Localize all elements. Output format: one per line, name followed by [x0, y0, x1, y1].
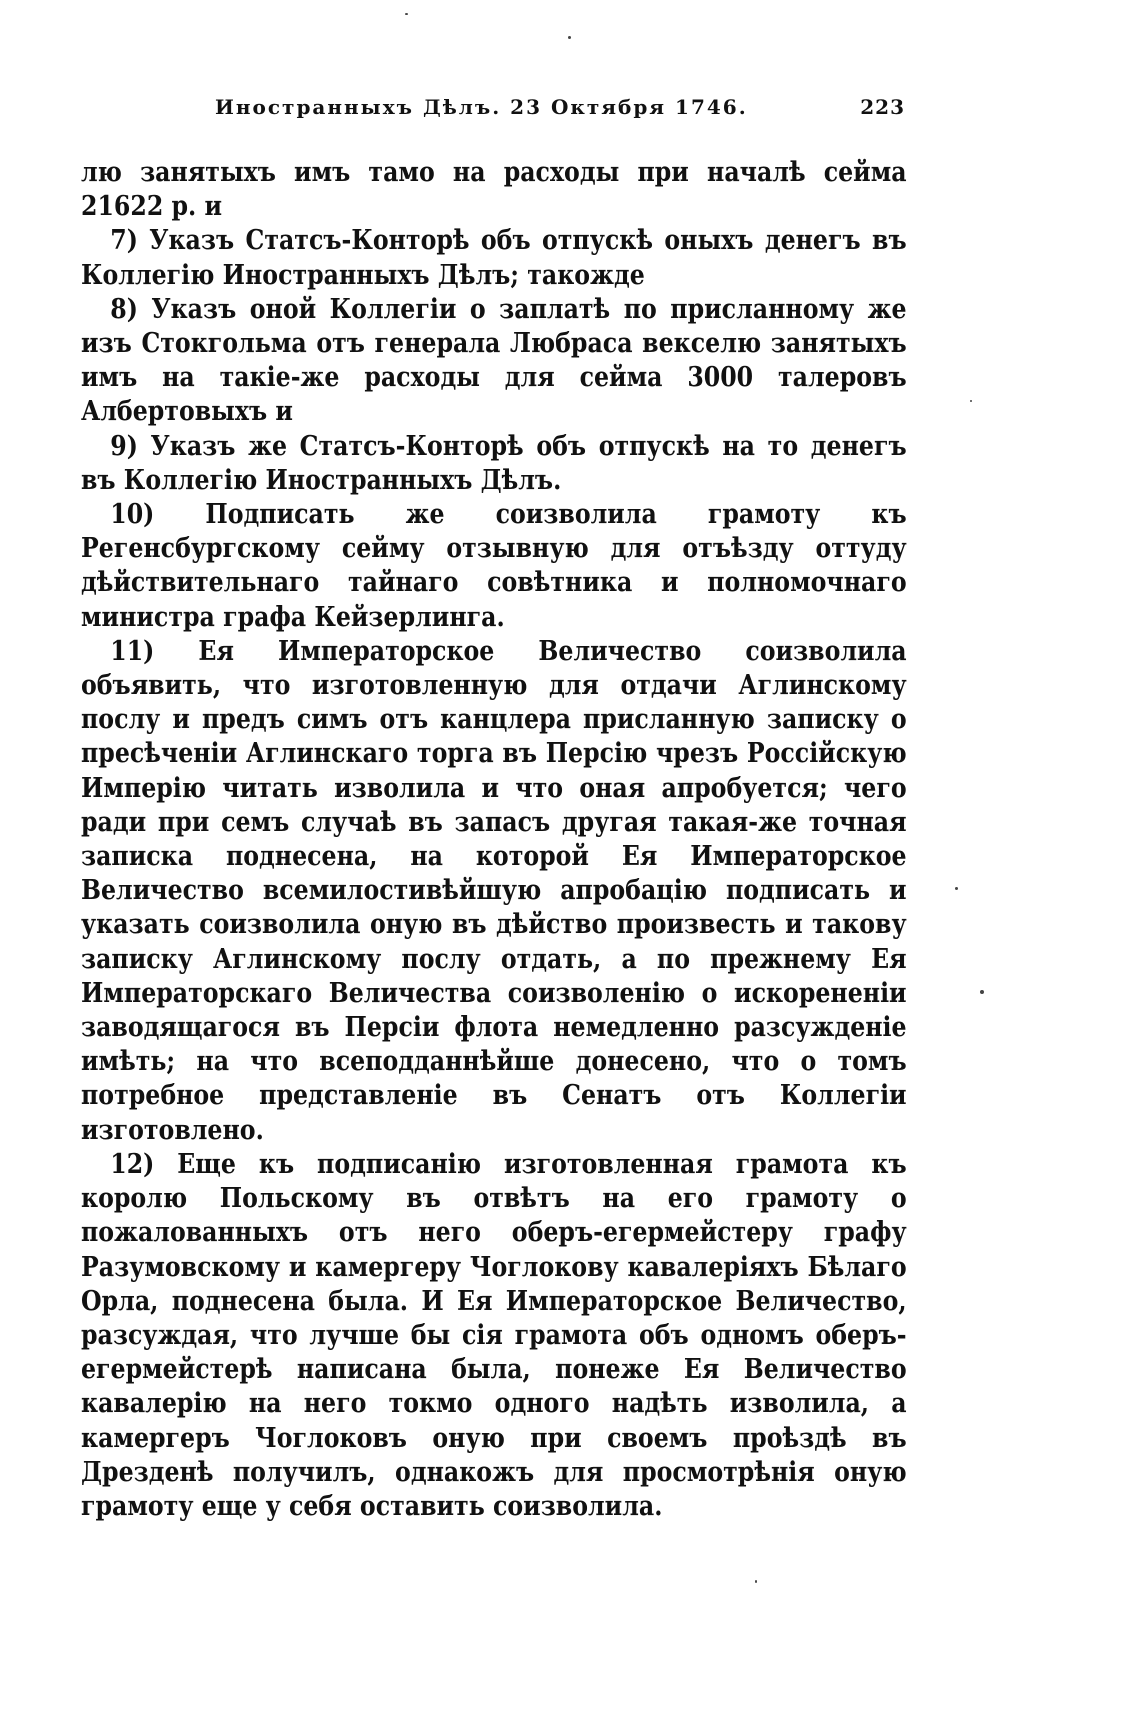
- scan-speck: [980, 990, 984, 994]
- scan-speck: [568, 36, 571, 39]
- page-number: 223: [860, 95, 905, 119]
- paragraph-item-11: 11) Ея Императорское Величество соизволила объявить, что изготовленную для отдачи Аглинскому послу и предъ симъ отъ канцлера присланную записку о пресѣченіи Аглинскаго торга въ Персію чрезъ Россійскую Имперію читать изволила и что оная апробуется; чего ради при семъ случаѣ въ запасъ другая такая-же точная записка поднесена, на которой Ея Императорское Величество всемилостивѣйшую апробацію подписать и указать соизволила оную въ дѣйство произвесть и такову записку Аглинскому послу отдать, а по прежнему Ея Императорскаго Величества соизволенію о искорененіи заводящагося въ Персіи флота немедленно разсужденіе имѣть; на что всеподданнѣйше донесено, что о томъ потребное представленіе въ Сенатъ отъ Коллегіи изготовлено.: [81, 634, 907, 1146]
- scan-speck: [755, 1580, 757, 1583]
- body-text: [81, 155, 907, 1523]
- paragraph-item-9: 9) Указъ же Статсъ-Конторѣ объ отпускѣ на то денегъ въ Коллегію Иностранныхъ Дѣлъ.: [81, 429, 907, 496]
- paragraph-item-8: 8) Указъ оной Коллегіи о заплатѣ по присланному же изъ Стокгольма отъ генерала Любраса векселю занятыхъ имъ на такіе-же расходы для сейма 3000 талеровъ Албертовыхъ и: [81, 292, 907, 428]
- paragraph-item-10: 10) Подписать же соизволила грамоту къ Регенсбургскому сейму отзывную для отъѣзду оттуду дѣйствительнаго тайнаго совѣтника и полномочнаго министра графа Кейзерлинга.: [81, 498, 907, 633]
- paragraph-item-7: 7) Указъ Статсъ-Конторѣ объ отпускѣ оныхъ денегъ въ Коллегію Иностранныхъ Дѣлъ; такожде: [81, 224, 907, 291]
- scan-speck: [970, 400, 972, 402]
- running-title: Иностранныхъ Дѣлъ. 23 Октября 1746.: [215, 95, 748, 119]
- paragraph-continuation: лю занятыхъ имъ тамо на расходы при началѣ сейма 21622 р. и: [81, 156, 907, 223]
- scan-speck: [405, 13, 408, 15]
- scan-speck: [955, 887, 958, 890]
- page-header: [215, 95, 905, 125]
- paragraph-item-12: 12) Еще къ подписанію изготовленная грамота къ королю Польскому въ отвѣтъ на его грамоту о пожалованныхъ отъ него оберъ-егермейстеру графу Разумовскому и камергеру Чоглокову кавалеріяхъ Бѣлаго Орла, поднесена была. И Ея Императорское Величество, разсуждая, что лучше бы сія грамота объ одномъ оберъ-егермейстерѣ написана была, понеже Ея Величество кавалерію на него токмо одного надѣть изволила, а камергеръ Чоглоковъ оную при своемъ проѣздѣ въ Дрезденѣ получилъ, однакожъ для просмотрѣнія оную грамоту еще у себя оставить соизволила.: [81, 1147, 907, 1522]
